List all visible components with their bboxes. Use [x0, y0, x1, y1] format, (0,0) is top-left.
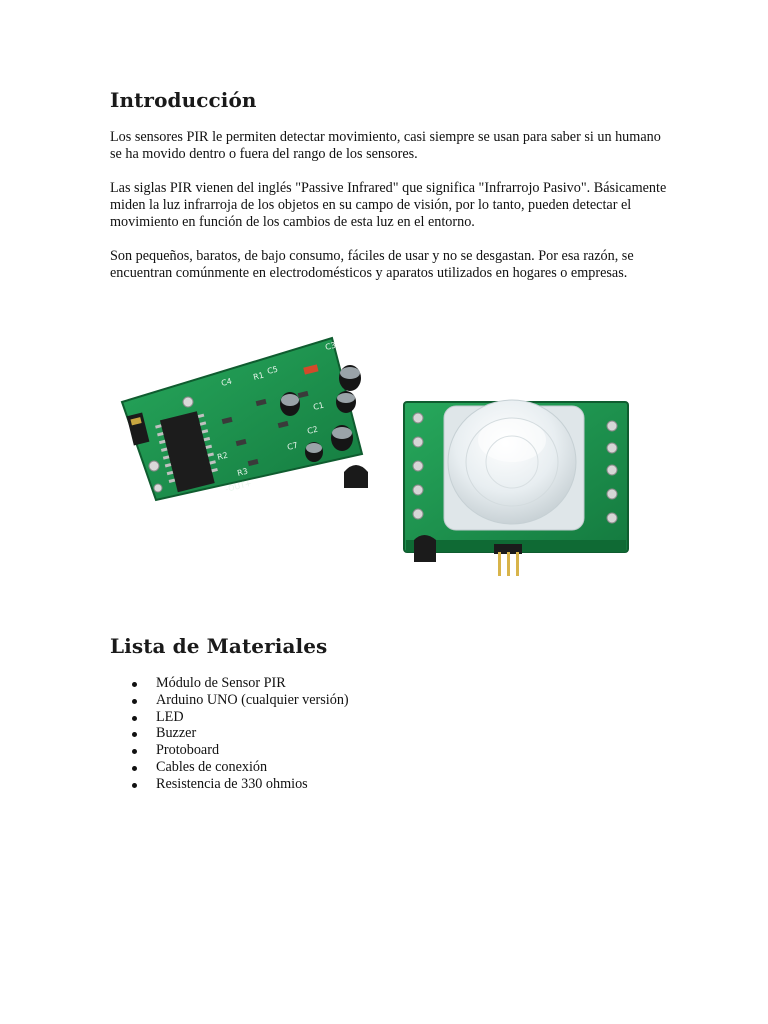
materials-list	[110, 675, 349, 793]
list-item: Arduino UNO (cualquier versión)	[110, 692, 349, 709]
pir-sensor-photo	[118, 330, 650, 582]
pcb-label-c7: C7	[286, 440, 299, 452]
list-item: Buzzer	[110, 725, 349, 742]
intro-paragraph-1: Los sensores PIR le permiten detectar movimiento, casi siempre se usan para saber si un humano se ha movido dentro o fuera del rango de los sensores.	[110, 129, 661, 162]
pcb-label-c4: C4	[220, 376, 233, 388]
list-item: LED	[110, 709, 349, 726]
section-title-lista-materiales: Lista de Materiales	[110, 634, 328, 658]
list-item: Protoboard	[110, 742, 349, 759]
pcb-label-r2: R2	[216, 450, 229, 462]
pcb-dome-side	[404, 400, 628, 576]
list-item: Resistencia de 330 ohmios	[110, 776, 349, 793]
pcb-label-c1: C1	[312, 400, 325, 412]
pcb-label-c2: C2	[306, 424, 319, 436]
intro-paragraph-2: Las siglas PIR vienen del inglés "Passive Infrared" que significa "Infrarrojo Pasivo". Básicamente miden la luz infrarroja de los objetos en su campo de visión, por lo tanto, pueden detectar el movimiento en función de los cambios de esta luz en el entorno.	[110, 180, 667, 230]
intro-paragraph-3: Son pequeños, baratos, de bajo consumo, fáciles de usar y no se desgastan. Por esa razón, se encuentran comúnmente en electrodomésticos y aparatos utilizados en hogares o empresas.	[110, 248, 634, 281]
list-item: Cables de conexión	[110, 759, 349, 776]
pcb-component-side	[122, 338, 368, 500]
pcb-label-r3: R3	[236, 466, 249, 478]
list-item: Módulo de Sensor PIR	[110, 675, 349, 692]
pcb-label-c5: C5	[266, 364, 279, 376]
pcb-label-c3: C3	[324, 340, 337, 352]
section-title-introduccion: Introducción	[110, 88, 257, 112]
pcb-label-out: -OUT+	[224, 478, 253, 494]
pcb-label-r1: R1	[252, 370, 265, 382]
